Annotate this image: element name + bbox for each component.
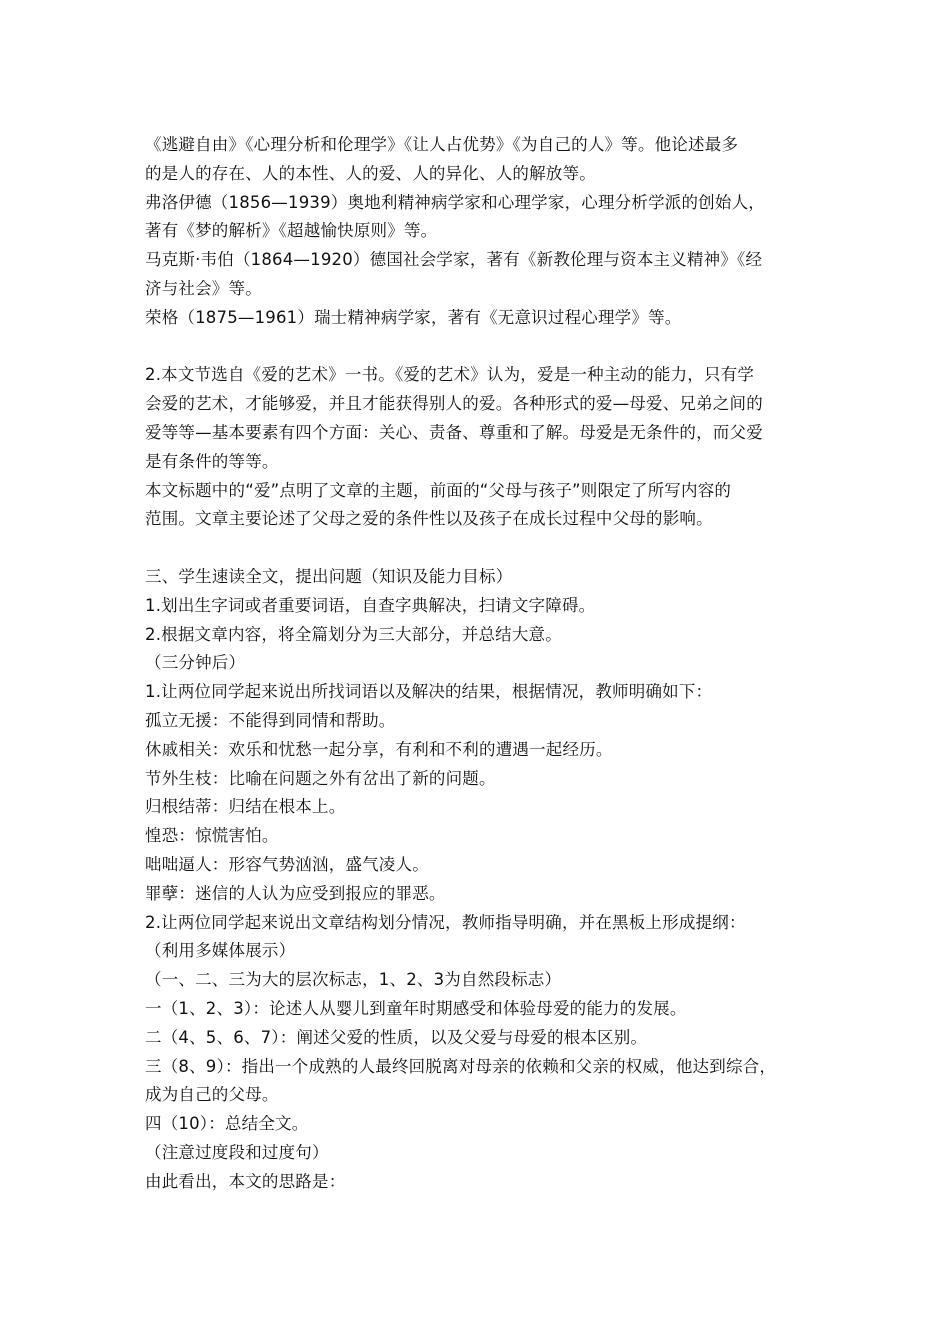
text-line: 弗洛伊德（1856—1939）奥地利精神病学家和心理学家，心理分析学派的创始人， <box>145 192 765 212</box>
text-line: 2.让两位同学起来说出文章结构划分情况，教师指导明确，并在黑板上形成提纲： <box>145 912 746 932</box>
outline-line: 一（1、2、3）：论述人从婴儿到童年时期感受和体验母爱的能力的发展。 <box>145 998 687 1018</box>
text-line: 1.让两位同学起来说出所找词语以及解决的结果，根据情况，教师明确如下： <box>145 682 713 702</box>
blank-line <box>145 534 825 563</box>
outline-line: 四（10）：总结全文。 <box>145 1114 309 1134</box>
text-line: （注意过度段和过度句） <box>145 1142 329 1162</box>
text-line: （一、二、三为大的层次标志，1、2、3为自然段标志） <box>145 970 562 990</box>
text-line: 1.划出生字词或者重要词语，自查字典解决，扫请文字障碍。 <box>145 595 596 615</box>
text-line: 《逃避自由》《心理分析和伦理学》《让人占优势》《为自己的人》等。他论述最多 <box>145 135 739 154</box>
text-line: （利用多媒体展示） <box>145 941 296 961</box>
outline-line: 三（8、9）：指出一个成熟的人最终回脱离对母亲的依赖和父亲的权威，他达到综合， <box>145 1056 777 1076</box>
text-line: 爱等等—基本要素有四个方面：关心、责备、尊重和了解。母爱是无条件的，而父爱 <box>145 422 763 442</box>
text-line: 本文标题中的“爱”点明了文章的主题，前面的“父母与孩子”则限定了所写内容的 <box>145 480 732 500</box>
text-line: 济与社会》等。 <box>145 278 262 298</box>
text-line: （三分钟后） <box>145 653 246 673</box>
text-line: 著有《梦的解析》《超越愉快原则》等。 <box>145 221 438 241</box>
document-body <box>145 131 825 1196</box>
vocab-line: 归根结蒂：归结在根本上。 <box>145 797 346 817</box>
text-line: 马克斯·韦伯（1864—1920）德国社会学家，著有《新教伦理与资本主义精神》《经 <box>145 250 763 270</box>
outline-line: 二（4、5、6、7）：阐述父爱的性质，以及父爱与母爱的根本区别。 <box>145 1027 648 1047</box>
text-line: 荣格（1875—1961）瑞士精神病学家，著有《无意识过程心理学》等。 <box>145 307 682 327</box>
section-heading: 三、学生速读全文，提出问题（知识及能力目标） <box>145 566 513 586</box>
text-line: 的是人的存在、人的本性、人的爱、人的异化、人的解放等。 <box>145 163 596 183</box>
blank-line <box>145 333 825 362</box>
vocab-line: 惶恐：惊慌害怕。 <box>145 826 279 846</box>
text-line: 由此看出，本文的思路是： <box>145 1171 346 1191</box>
text-line: 2.本文节选自《爱的艺术》一书。《爱的艺术》认为，爱是一种主动的能力，只有学 <box>145 365 755 385</box>
text-line: 是有条件的等等。 <box>145 451 279 471</box>
vocab-line: 节外生枝：比喻在问题之外有岔出了新的问题。 <box>145 768 496 788</box>
text-line: 2.根据文章内容，将全篇划分为三大部分，并总结大意。 <box>145 624 562 644</box>
vocab-line: 孤立无援：不能得到同情和帮助。 <box>145 710 396 730</box>
vocab-line: 咄咄逼人：形容气势汹汹，盛气凌人。 <box>145 854 429 874</box>
outline-line: 成为自己的父母。 <box>145 1085 279 1105</box>
text-line: 会爱的艺术，才能够爱，并且才能获得别人的爱。各种形式的爱—母爱、兄弟之间的 <box>145 394 763 414</box>
vocab-line: 罪孽：迷信的人认为应受到报应的罪恶。 <box>145 883 446 903</box>
text-line: 范围。文章主要论述了父母之爱的条件性以及孩子在成长过程中父母的影响。 <box>145 509 713 529</box>
vocab-line: 休戚相关：欢乐和忧愁一起分享，有利和不利的遭遇一起经历。 <box>145 739 613 759</box>
